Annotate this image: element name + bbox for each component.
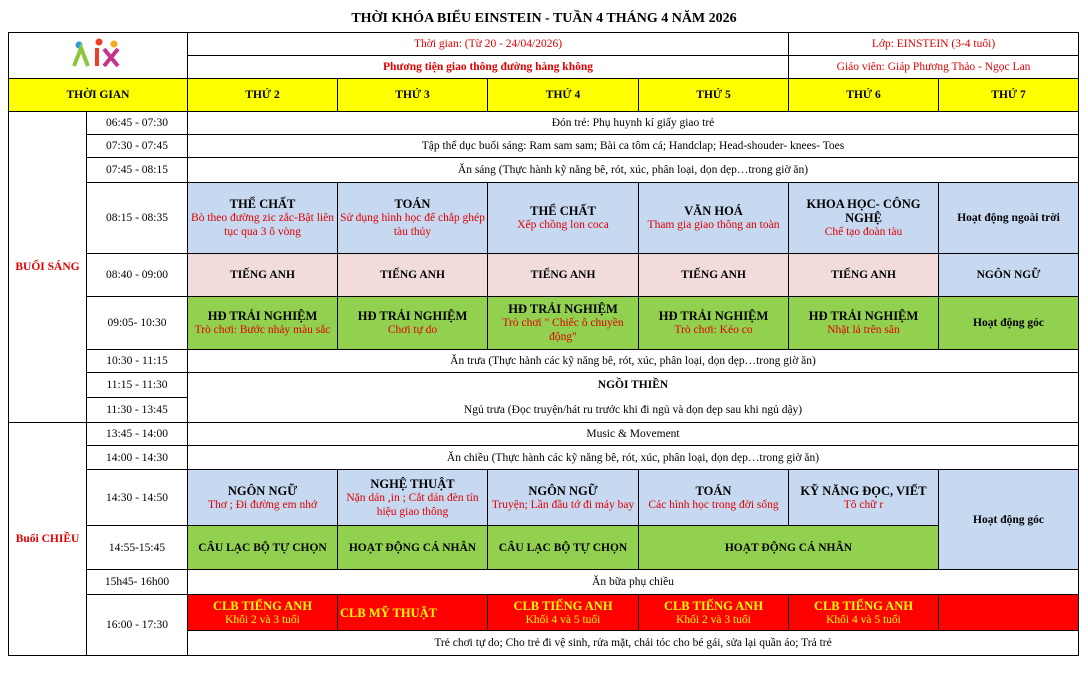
time-slot: 14:00 - 14:30 bbox=[87, 446, 188, 470]
lesson-cell bbox=[488, 470, 639, 526]
header-day: THỨ 3 bbox=[338, 79, 488, 112]
lesson-cell bbox=[188, 183, 338, 254]
lesson-desc: Tô chữ r bbox=[843, 498, 884, 511]
header-day: THỨ 2 bbox=[188, 79, 338, 112]
header-day: THỨ 7 bbox=[939, 79, 1079, 112]
schedule-title: THỜI KHÓA BIỂU EINSTEIN - TUẦN 4 THÁNG 4 NĂM 2026 bbox=[351, 11, 737, 26]
header-day: THỨ 6 bbox=[789, 79, 939, 112]
individual-activity: HOẠT ĐỘNG CÁ NHÂN bbox=[338, 526, 488, 570]
time-slot: 07:45 - 08:15 bbox=[87, 158, 188, 183]
experience-cell bbox=[639, 297, 789, 350]
lesson-english: TIẾNG ANH bbox=[789, 254, 939, 297]
club-group: Khối 2 và 3 tuổi bbox=[676, 613, 751, 626]
lesson-english: TIẾNG ANH bbox=[639, 254, 789, 297]
experience-cell bbox=[488, 297, 639, 350]
individual-activity: HOẠT ĐỘNG CÁ NHÂN bbox=[639, 526, 939, 570]
lesson-title: Hoạt động ngoài trời bbox=[957, 212, 1060, 224]
header-day: THỨ 4 bbox=[488, 79, 639, 112]
lesson-desc: Trò chơi: Kéo co bbox=[674, 324, 753, 336]
lesson-desc: Tham gia giao thông an toàn bbox=[647, 219, 780, 231]
activity-afternoon-snack: Ăn bữa phụ chiều bbox=[188, 570, 1079, 595]
lesson-title: HĐ TRẢI NGHIỆM bbox=[357, 309, 468, 323]
club-elective: CÂU LẠC BỘ TỰ CHỌN bbox=[188, 526, 338, 570]
experience-cell bbox=[789, 297, 939, 350]
activity-breakfast: Ăn sáng (Thực hành kỹ năng bê, rót, xúc, phân loại, dọn dẹp…trong giờ ăn) bbox=[188, 158, 1079, 183]
lesson-cell bbox=[639, 183, 789, 254]
lesson-desc: Bò theo đường zic zắc-Bật liên tục qua 3 ô vòng bbox=[191, 212, 334, 238]
lesson-cell bbox=[338, 470, 488, 526]
header-time: THỜI GIAN bbox=[9, 79, 188, 112]
time-slot: 10:30 - 11:15 bbox=[87, 350, 188, 373]
club-cell bbox=[338, 595, 488, 631]
lesson-title: THỂ CHẤT bbox=[530, 204, 596, 218]
lesson-title: TOÁN bbox=[394, 197, 431, 211]
time-slot: 08:15 - 08:35 bbox=[87, 183, 188, 254]
time-slot: 09:05- 10:30 bbox=[87, 297, 188, 350]
club-title: CLB TIẾNG ANH bbox=[663, 598, 764, 613]
lesson-english: TIẾNG ANH bbox=[338, 254, 488, 297]
lesson-title: Hoạt động góc bbox=[973, 317, 1044, 329]
club-cell-empty bbox=[939, 595, 1079, 631]
teachers: Giáo viên: Giáp Phương Thảo - Ngọc Lan bbox=[789, 56, 1079, 79]
lesson-cell bbox=[789, 470, 939, 526]
lesson-desc: Truyện; Lần đầu tớ đi máy bay bbox=[491, 498, 635, 511]
experience-cell bbox=[939, 297, 1079, 350]
section-afternoon: Buổi CHIỀU bbox=[9, 423, 87, 656]
time-slot: 15h45- 16h00 bbox=[87, 570, 188, 595]
activity-snack: Ăn chiều (Thực hành các kỹ năng bê, rót, xúc, phân loại, dọn dẹp…trong giờ ăn) bbox=[188, 446, 1079, 470]
time-slot: 13:45 - 14:00 bbox=[87, 423, 188, 446]
club-group: Khối 2 và 3 tuổi bbox=[225, 613, 300, 626]
activity-arrival: Đón trẻ: Phụ huynh kí giấy giao trẻ bbox=[188, 112, 1079, 135]
lesson-title: HĐ TRẢI NGHIỆM bbox=[508, 302, 618, 316]
lesson-cell bbox=[639, 470, 789, 526]
lesson-title: NGHỆ THUẬT bbox=[370, 476, 455, 491]
lesson-desc: Nhặt lá trên sân bbox=[827, 324, 900, 336]
lesson-title: HĐ TRẢI NGHIỆM bbox=[207, 309, 318, 323]
lesson-cell bbox=[338, 183, 488, 254]
club-cell bbox=[188, 595, 338, 631]
header-day: THỨ 5 bbox=[639, 79, 789, 112]
lesson-desc: Nặn dán ,in ; Cắt dán đèn tín hiệu giao thông bbox=[346, 491, 479, 518]
lesson-desc: Sử dụng hình học để chắp ghép tàu thủy bbox=[340, 212, 485, 238]
experience-cell bbox=[188, 297, 338, 350]
lesson-desc: Trò chơi " Chiếc ô chuyền động" bbox=[502, 317, 624, 343]
time-slot: 14:55-15:45 bbox=[87, 526, 188, 570]
club-title: CLB TIẾNG ANH bbox=[813, 598, 914, 613]
club-cell bbox=[789, 595, 939, 631]
lesson-title: NGÔN NGỮ bbox=[528, 483, 598, 498]
club-title: CLB TIẾNG ANH bbox=[513, 598, 613, 613]
activity-free-play: Trẻ chơi tự do; Cho trẻ đi vệ sinh, rửa mặt, chải tóc cho bé gái, sửa lại quần áo; Trả trẻ bbox=[188, 631, 1079, 656]
lesson-cell bbox=[789, 183, 939, 254]
experience-cell bbox=[338, 297, 488, 350]
section-morning: BUỔI SÁNG bbox=[9, 112, 87, 423]
lesson-title: HĐ TRẢI NGHIỆM bbox=[808, 309, 919, 323]
time-range: Thời gian: (Từ 20 - 24/04/2026) bbox=[188, 33, 789, 56]
club-title: CLB TIẾNG ANH bbox=[212, 598, 313, 613]
time-slot: 11:30 - 13:45 bbox=[87, 398, 188, 423]
time-slot: 16:00 - 17:30 bbox=[87, 595, 188, 656]
club-title: CLB MỸ THUẬT bbox=[340, 605, 438, 620]
lesson-desc: Chế tạo đoàn tàu bbox=[824, 226, 903, 238]
lesson-cell bbox=[939, 183, 1079, 254]
activity-meditation: NGỒI THIỀN bbox=[188, 373, 1079, 398]
theme: Phương tiện giao thông đường hàng không bbox=[188, 56, 789, 79]
lesson-desc: Trò chơi: Bước nhảy màu sắc bbox=[194, 324, 331, 336]
club-elective: CÂU LẠC BỘ TỰ CHỌN bbox=[488, 526, 639, 570]
time-slot: 06:45 - 07:30 bbox=[87, 112, 188, 135]
lesson-title: Hoạt động góc bbox=[973, 513, 1044, 526]
lesson-desc: Thơ ; Đi đường em nhớ bbox=[207, 498, 318, 511]
activity-lunch: Ăn trưa (Thực hành các kỹ năng bê, rót, xúc, phân loại, dọn dẹp…trong giờ ăn) bbox=[188, 350, 1079, 373]
activity-nap: Ngủ trưa (Đọc truyện/hát ru trước khi đi ngủ và dọn dẹp sau khi ngủ dậy) bbox=[188, 398, 1079, 423]
lesson-cell bbox=[939, 470, 1079, 570]
lesson-title: THỂ CHẤT bbox=[229, 197, 296, 211]
activity-music: Music & Movement bbox=[188, 423, 1079, 446]
lesson-desc: Chơi tự do bbox=[387, 324, 438, 336]
lesson-desc: Xếp chồng lon coca bbox=[517, 219, 609, 231]
lesson-title: VĂN HOÁ bbox=[684, 204, 743, 218]
club-cell bbox=[488, 595, 639, 631]
timetable bbox=[8, 32, 1079, 656]
lesson-language: NGÔN NGỮ bbox=[939, 254, 1079, 297]
lesson-title: KHOA HỌC- CÔNG NGHỆ bbox=[806, 197, 921, 225]
lesson-title: NGÔN NGỮ bbox=[227, 483, 298, 498]
class-name: Lớp: EINSTEIN (3-4 tuổi) bbox=[789, 33, 1079, 56]
lesson-title: TOÁN bbox=[695, 483, 732, 498]
time-slot: 08:40 - 09:00 bbox=[87, 254, 188, 297]
activity-exercise: Tập thể dục buổi sáng: Ram sam sam; Bài ca tôm cá; Handclap; Head-shouder- knees- Toes bbox=[188, 135, 1079, 158]
lesson-title: KỸ NĂNG ĐỌC, VIẾT bbox=[800, 483, 927, 498]
lesson-cell bbox=[188, 470, 338, 526]
time-slot: 14:30 - 14:50 bbox=[87, 470, 188, 526]
time-slot: 07:30 - 07:45 bbox=[87, 135, 188, 158]
lesson-cell bbox=[488, 183, 639, 254]
club-group: Khối 4 và 5 tuổi bbox=[525, 613, 601, 626]
logo-cell bbox=[9, 33, 188, 79]
aix-logo bbox=[68, 36, 128, 72]
lesson-english: TIẾNG ANH bbox=[488, 254, 639, 297]
lesson-desc: Các hình học trong đời sống bbox=[648, 498, 779, 511]
club-cell bbox=[639, 595, 789, 631]
lesson-title: HĐ TRẢI NGHIỆM bbox=[658, 309, 769, 323]
time-slot: 11:15 - 11:30 bbox=[87, 373, 188, 398]
club-group: Khối 4 và 5 tuổi bbox=[826, 613, 901, 626]
lesson-english: TIẾNG ANH bbox=[188, 254, 338, 297]
